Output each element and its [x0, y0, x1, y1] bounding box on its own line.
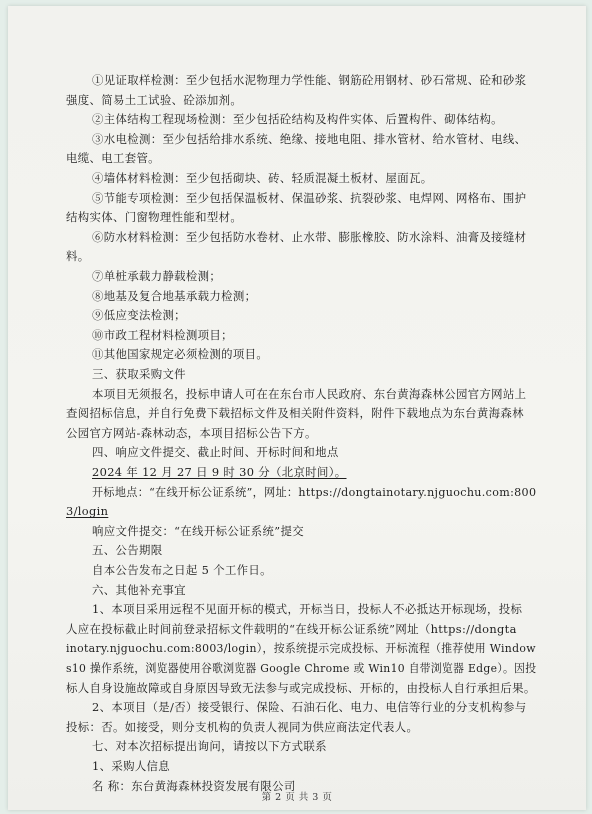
text-line: 强度、简易土工试验、砼添加剂。 — [66, 92, 243, 107]
text-line: ⑩市政工程材料检测项目； — [92, 327, 233, 342]
text-line: 1、采购人信息 — [92, 759, 171, 773]
text-line: ⑤节能专项检测：至少包括保温板材、保温砂浆、抗裂砂浆、电焊网、网格布、围护 — [92, 190, 527, 205]
text-line: ⑨低应变法检测； — [92, 308, 186, 323]
text-line: 3/login — [66, 504, 109, 519]
text-line: ①见证取样检测：至少包括水泥物理力学性能、钢筋砼用钢材、砂石常规、砼和砂浆 — [92, 73, 527, 87]
section-heading: 五、公告期限 — [92, 543, 163, 558]
text-line: 结构实体、门窗物理性能和型材。 — [66, 210, 243, 225]
text-line: s10 操作系统，浏览器使用谷歌浏览器 Google Chrome 或 Win10 自带浏览器 Edge）。因投 — [66, 661, 537, 675]
text-line: ⑥防水材料检测：至少包括防水卷材、止水带、膨胀橡胶、防水涂料、油膏及接缝材 — [92, 229, 527, 244]
page-number: 第 2 页 共 3 页 — [261, 792, 333, 803]
text-line: ④墙体材料检测：至少包括砌块、砖、轻质混凝土板材、屋面瓦。 — [92, 171, 433, 185]
text-line: ②主体结构工程现场检测：至少包括砼结构及构件实体、后置构件、砌体结构。 — [92, 112, 503, 127]
section-heading: 七、对本次招标提出询问，请按以下方式联系 — [92, 739, 327, 754]
section-heading: 四、响应文件提交、截止时间、开标时间和地点 — [92, 445, 339, 460]
text-line: 人应在投标截止时间前登录招标文件载明的“在线开标公证系统”网址（https://dongta — [66, 621, 517, 636]
text-line: 本项目无须报名，投标申请人可在在东台市人民政府、东台黄海森林公园官方网站上 — [92, 386, 527, 401]
text-line: ⑦单桩承载力静载检测； — [92, 269, 222, 283]
deadline-text: 2024 年 12 月 27 日 9 时 30 分（北京时间）。 — [92, 465, 347, 479]
text-line: inotary.njguochu.com:8003/login），按系统提示完成投标、开标流程（推荐使用 Window — [66, 641, 536, 656]
text-line: 电缆、电工套管。 — [66, 151, 160, 166]
text-line: 开标地点：“在线开标公证系统”，网址：https://dongtainotary.njguochu.com:800 — [92, 484, 537, 499]
text-line: 投标：否。如接受，则分支机构的负责人视同为供应商法定代表人。 — [66, 719, 419, 734]
text-line: 公园官方网站-森林动态，本项目招标公告下方。 — [66, 425, 317, 440]
text-line: ③水电检测：至少包括给排水系统、绝缘、接地电阻、排水管材、给水管材、电线、 — [92, 131, 527, 146]
section-heading: 六、其他补充事宜 — [92, 582, 186, 597]
text-line: ⑪其他国家规定必须检测的项目。 — [92, 347, 269, 362]
text-line: 1、本项目采用远程不见面开标的模式，开标当日，投标人不必抵达开标现场，投标 — [92, 602, 523, 617]
document-page — [8, 6, 586, 810]
text-line: 查阅招标信息，并自行免费下载招标文件及相关附件资料，附件下载地点为东台黄海森林 — [66, 406, 524, 421]
text-line: 自本公告发布之日起 5 个工作日。 — [92, 563, 272, 577]
section-heading: 三、获取采购文件 — [92, 367, 186, 381]
text-line: 料。 — [66, 249, 90, 264]
text-line: 标人自身设施故障或自身原因导致无法参与或完成投标、开标的，由投标人自行承担后果。 — [66, 680, 536, 695]
text-line: 2、本项目（是/否）接受银行、保险、石油石化、电力、电信等行业的分支机构参与 — [92, 700, 527, 715]
text-line: 名 称：东台黄海森林投资发展有限公司 — [92, 778, 296, 793]
text-line: ⑧地基及复合地基承载力检测； — [92, 288, 257, 303]
text-line: 响应文件提交：“在线开标公证系统”提交 — [92, 523, 304, 538]
